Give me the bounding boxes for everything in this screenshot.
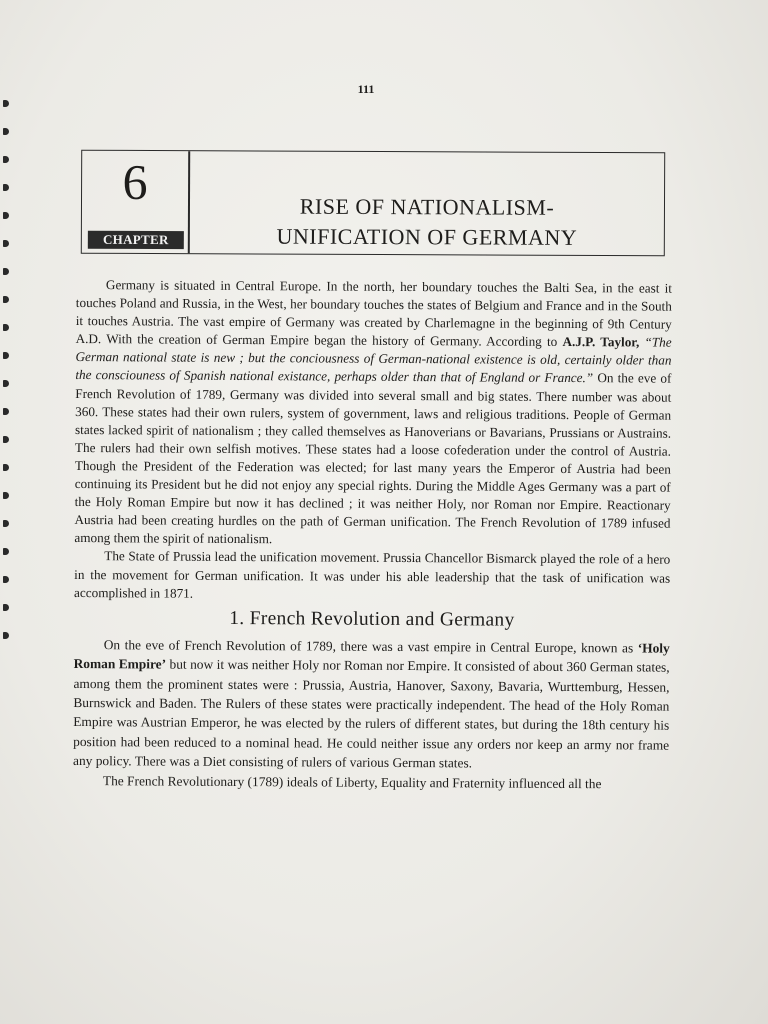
section-text [73,635,670,794]
chapter-title-line-2: UNIFICATION OF GERMANY [276,223,578,250]
holy-roman-empire-term: ‘Holy Roman Empire’ [73,640,670,672]
chapter-header [81,150,665,257]
author-name: A.J.P. Taylor, [562,334,640,350]
intro-paragraph-1: Germany is situated in Central Europe. In the north, her boundary touches the Balti Sea, in the east it touches Poland and Russia, in the West, her boundary touches the states of Belgium and France and in the South it touches Austria. The vast empire of Germany was created by Charlemagne in the beginning of 9th Century A.D. With the creation of German Empire began the history of Germany. According to A.J.P. Taylor, “The German national state is new ; but the conciousness of German-national existence is old, certainly older than the consciouness of Spanish national existance, perhaps older than that of England or France.” On the eve of French Revolution of 1789, Germany was divided into several small and big states. There number was about 360. These states had their own rulers, system of government, laws and religious traditions. People of German states lacked spirit of nationalism ; they called themselves as Hanoverians or Bavarians, Prussians or Austrains. The rulers had their own selfish motives. These states had a loose cofederation under the control of Austria. Though the President of the Federation was elected; for last many years the Emperor of Austria had been continuing its President but he did not enjoy any special rights. During the Middle Ages Germany was a part of the Holy Roman Empire but now it has declined ; it was neither Holy, nor Roman nor Empire. Reactionary Austria had been creating hurdles on the path of German unification. The French Revolution of 1789 infused among them the spirit of nationalism. [74,277,672,547]
chapter-title [197,191,657,253]
chapter-number: 6 [122,153,148,211]
section-paragraph-1: On the eve of French Revolution of 1789, there was a vast empire in Central Europe, known as ‘Holy Roman Empire’ but now it was neither Holy nor Roman nor Empire. It consisted of about 360 German states, among them the prominent states were : Prussia, Austria, Hanover, Saxony, Bavaria, Wurttemburg, Hessen, Burnswick and Baden. The Rulers of these states were practically independent. The head of the Holy Roman Empire was Austrian Emperor, he was elected by the rulers of different states, but during the 18th century his position had been reduced to a nominal head. He could neither issue any orders nor keep an army nor frame any policy. There was a Diet consisting of rulers of various German states. [72,636,670,771]
taylor-quote: “The German national state is new ; but the conciousness of German-national existence is old, certainly older than the consciouness of Spanish national existance, perhaps older than that of England or France.” [75,334,672,386]
chapter-label: CHAPTER [88,231,184,249]
page-number: 111 [357,82,375,96]
chapter-title-line-1: RISE OF NATIONALISM- [299,193,555,220]
intro-paragraph-2: The State of Prussia lead the unification movement. Prussia Chancellor Bismarck played the role of a hero in the movement for German unification. It was under his able leadership that the task of unification was accomplished in 1871. [74,548,671,601]
binding-marks [0,80,14,780]
section-heading: 1. French Revolution and Germany [229,607,515,631]
body-text [73,276,672,794]
section-paragraph-2: The French Revolutionary (1789) ideals of Liberty, Equality and Fraternity influenced all the [102,772,602,791]
